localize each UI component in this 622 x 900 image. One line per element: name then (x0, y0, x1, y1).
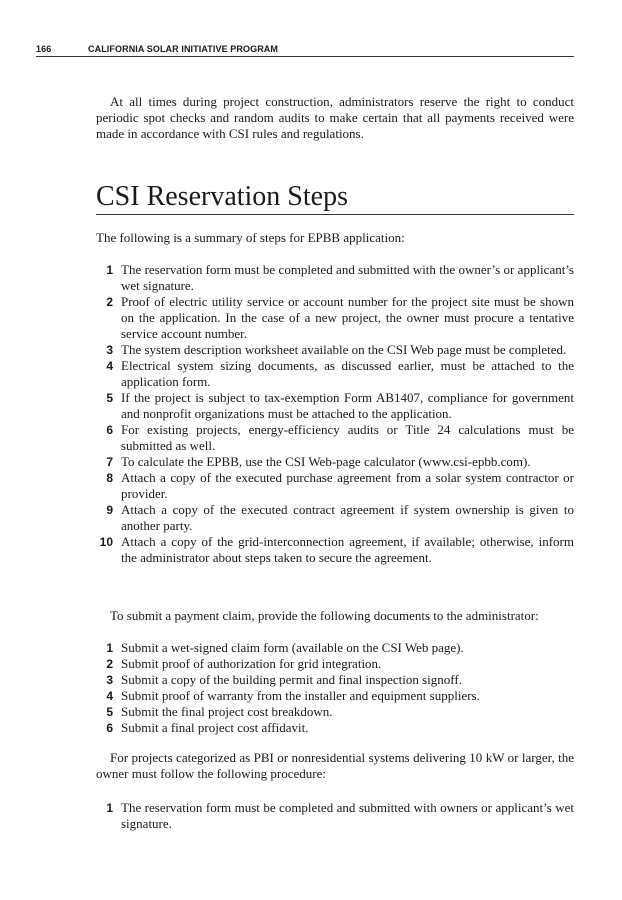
item-text: If the project is subject to tax-exemption Form AB1407, compliance for government and nonprofit organizations must be attached to the application. (121, 390, 574, 421)
item-text: For existing projects, energy-efficiency audits or Title 24 calculations must be submitted as well. (121, 422, 574, 453)
item-text: Proof of electric utility service or account number for the project site must be shown on the application. In the case of a new project, the owner must procure a tentative service account number. (121, 294, 574, 341)
item-number: 1 (106, 801, 113, 815)
item-number: 9 (106, 503, 113, 517)
item-text: Submit proof of warranty from the installer and equipment suppliers. (121, 688, 480, 703)
item-text: The reservation form must be completed and submitted with the owner’s or applicant’s wet signature. (121, 262, 574, 293)
item-text: Attach a copy of the executed purchase agreement from a solar system contractor or provider. (121, 470, 574, 501)
item-text: The reservation form must be completed and submitted with owners or applicant’s wet signature. (121, 800, 574, 831)
item-text: To calculate the EPBB, use the CSI Web-page calculator (www.csi-epbb.com). (121, 454, 531, 469)
item-number: 3 (106, 673, 113, 687)
item-number: 8 (106, 471, 113, 485)
list-item (96, 704, 574, 720)
item-number: 6 (106, 721, 113, 735)
item-number: 7 (106, 455, 113, 469)
reservation-steps-list (96, 262, 574, 566)
list-item (96, 656, 574, 672)
item-number: 1 (106, 641, 113, 655)
item-text: Submit a final project cost affidavit. (121, 720, 309, 735)
item-number: 1 (106, 263, 113, 277)
item-number: 5 (106, 391, 113, 405)
page-number: 166 (36, 44, 52, 54)
list-item (96, 672, 574, 688)
running-header (36, 44, 574, 57)
item-text: Attach a copy of the grid-interconnection agreement, if available; otherwise, inform the administrator about steps taken to secure the agreement. (121, 534, 574, 565)
list-item (96, 688, 574, 704)
item-number: 2 (106, 657, 113, 671)
list-item (96, 640, 574, 656)
list-item (96, 470, 574, 502)
list-item (96, 342, 574, 358)
item-number: 4 (106, 689, 113, 703)
pbi-intro: For projects categorized as PBI or nonresidential systems delivering 10 kW or larger, the owner must follow the following procedure: (96, 750, 574, 781)
list-item (96, 720, 574, 736)
list-item (96, 262, 574, 294)
running-title: CALIFORNIA SOLAR INITIATIVE PROGRAM (88, 44, 278, 54)
item-text: Submit a copy of the building permit and final inspection signoff. (121, 672, 462, 687)
list-item (96, 534, 574, 566)
item-text: Submit proof of authorization for grid integration. (121, 656, 382, 671)
item-text: The system description worksheet available on the CSI Web page must be completed. (121, 342, 567, 357)
item-number: 2 (106, 295, 113, 309)
item-number: 4 (106, 359, 113, 373)
item-text: Submit the final project cost breakdown. (121, 704, 333, 719)
list-item (96, 358, 574, 390)
intro-paragraph: At all times during project construction, administrators reserve the right to conduct periodic spot checks and random audits to make certain that all payments received were made in accordance with CSI rules and regulations. (96, 94, 574, 141)
item-number: 10 (99, 535, 113, 549)
item-text: Electrical system sizing documents, as discussed earlier, must be attached to the application form. (121, 358, 574, 389)
list-item (96, 502, 574, 534)
payment-intro: To submit a payment claim, provide the following documents to the administrator: (110, 608, 539, 623)
list-item (96, 390, 574, 422)
payment-steps-list (96, 640, 574, 736)
item-text: Attach a copy of the executed contract agreement if system ownership is given to another party. (121, 502, 574, 533)
item-number: 3 (106, 343, 113, 357)
summary-intro: The following is a summary of steps for EPBB application: (96, 230, 405, 245)
section-title: CSI Reservation Steps (96, 180, 574, 215)
list-item (96, 454, 574, 470)
item-number: 5 (106, 705, 113, 719)
list-item (96, 294, 574, 342)
item-number: 6 (106, 423, 113, 437)
list-item (96, 422, 574, 454)
item-text: Submit a wet-signed claim form (available on the CSI Web page). (121, 640, 464, 655)
list-item (96, 800, 574, 832)
pbi-steps-list (96, 800, 574, 832)
